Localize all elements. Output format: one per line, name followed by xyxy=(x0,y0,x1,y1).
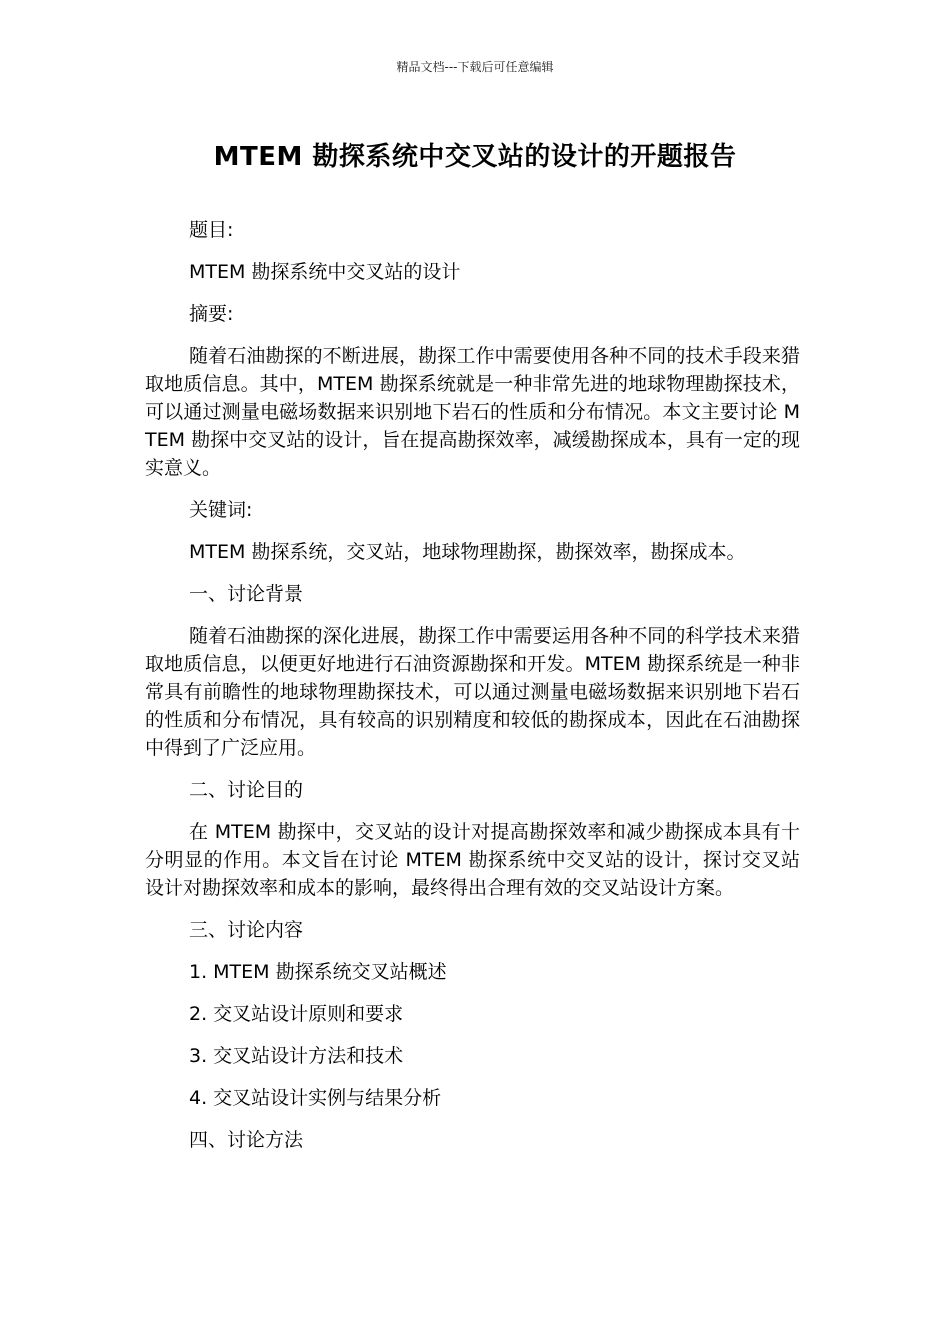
section-heading-content: 三、讨论内容 xyxy=(189,919,304,941)
label-title: 题目: xyxy=(189,219,234,241)
section-heading-purpose: 二、讨论目的 xyxy=(189,779,304,801)
topic-text: MTEM 勘探系统中交叉站的设计 xyxy=(189,261,461,283)
content-list-item: 2. 交叉站设计原则和要求 xyxy=(189,1003,404,1025)
section-heading-background: 一、讨论背景 xyxy=(189,583,304,605)
content-list-item: 4. 交叉站设计实例与结果分析 xyxy=(189,1087,442,1109)
purpose-paragraph: 在 MTEM 勘探中，交叉站的设计对提高勘探效率和减少勘探成本具有十分明显的作用。本文旨在讨论 MTEM 勘探系统中交叉站的设计，探讨交叉站设计对勘探效率和成本的影响，最终得出合理有效的交叉站设计方案。 xyxy=(145,821,800,899)
content-list-item: 3. 交叉站设计方法和技术 xyxy=(189,1045,404,1067)
page-header-note: 精品文档---下载后可任意编辑 xyxy=(396,60,554,74)
background-paragraph: 随着石油勘探的深化进展，勘探工作中需要运用各种不同的科学技术来猎取地质信息，以便更好地进行石油资源勘探和开发。MTEM 勘探系统是一种非常具有前瞻性的地球物理勘探技术，可以通过测量电磁场数据来识别地下岩石的性质和分布情况，具有较高的识别精度和较低的勘探成本，因此在石油勘探中得到了广泛应用。 xyxy=(145,625,800,759)
abstract-paragraph: 随着石油勘探的不断进展，勘探工作中需要使用各种不同的技术手段来猎取地质信息。其中，MTEM 勘探系统就是一种非常先进的地球物理勘探技术，可以通过测量电磁场数据来识别地下岩石的性质和分布情况。本文主要讨论 MTEM 勘探中交叉站的设计，旨在提高勘探效率，减缓勘探成本，具有一定的现实意义。 xyxy=(145,345,800,479)
label-keywords: 关键词: xyxy=(189,499,253,521)
document-body xyxy=(145,216,800,1168)
keywords-text: MTEM 勘探系统，交叉站，地球物理勘探，勘探效率，勘探成本。 xyxy=(189,541,746,563)
section-heading-method: 四、讨论方法 xyxy=(189,1129,304,1151)
label-abstract: 摘要: xyxy=(189,303,234,325)
content-list-item: 1. MTEM 勘探系统交叉站概述 xyxy=(189,961,447,983)
document-title: MTEM 勘探系统中交叉站的设计的开题报告 xyxy=(213,142,737,172)
